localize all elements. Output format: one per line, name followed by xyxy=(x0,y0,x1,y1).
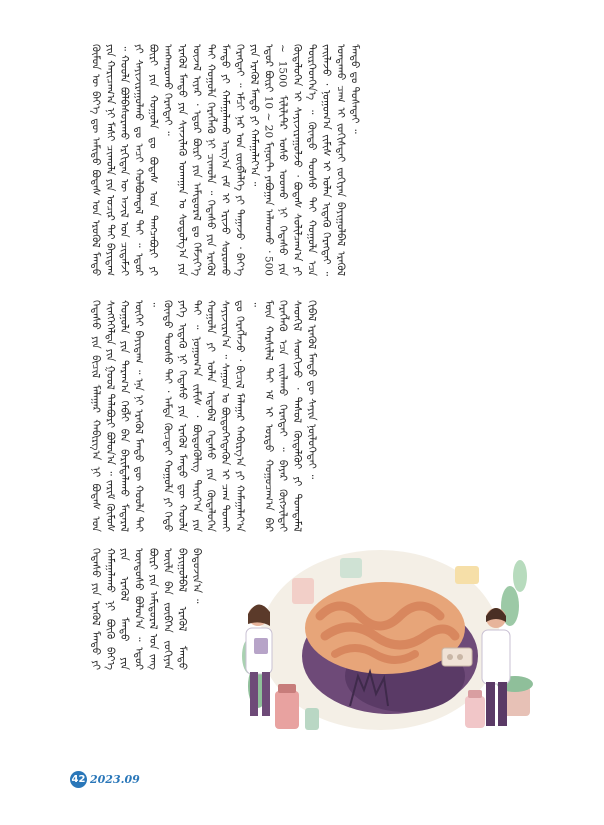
digestive-health-illustration xyxy=(220,536,540,744)
page-number: 42 xyxy=(70,771,87,788)
paragraph: ᠭᠡᠳᠡᠰᠦ ᠶᠢᠨ ᠪᠢᠴᠢᠯ ᠮᠠᠯᠠᠭᠠᠷ ᠬᠠᠪᠢᠷᠭ᠎ᠠ ᠨᠢ ᠪᠣᠳᠠᠰ ᠤᠨ ᠰᠢᠩᠭᠡᠭᠡᠯᠲᠡ ᠶᠢᠨ ᠭᠣᠣᠯ ᠲᠠᠯᠠᠪᠤᠷᠢ ᠪᠣᠯᠤᠨ᠎ᠠ ᠃ ᠵᠠᠷᠢᠮ ᠬᠥᠮᠦᠰ ᠬᠣᠭᠣᠯᠠ ᠶᠢᠨ ᠳᠠᠷᠠᠭ᠎ᠠ ᠬᠡᠪᠯᠢ ᠪᠡᠨ ᠪᠠᠷᠢᠮᠲᠠᠯᠠᠬᠤ ᠮᠡᠳᠡᠷᠡᠯ ᠦᠭᠡᠢ ᠪᠠᠶᠢᠳᠠᠭ ᠃ ᠡᠨᠡ ᠨᠢ ᠡᠷᠡᠭᠦᠯ ᠮᠡᠨᠳᠦ ᠳᠦ ᠬᠣᠣᠯᠠ ᠲᠠᠢ ᠃ xyxy=(89,300,160,532)
paragraph: ᠭᠡᠳᠡᠰᠦ ᠶᠢᠨ ᠡᠷᠡᠭᠦᠯ ᠮᠡᠨᠳᠦ ᠶᠢ ᠬᠠᠮᠠᠭᠠᠯᠠᠬᠤ ᠨᠢ ᠪᠦᠬᠦ ᠪᠡᠶ᠎ᠡ ᠶᠢᠨ ᠡᠷᠡᠭᠦᠯ ᠮᠡᠨᠳᠦ ᠶᠢᠨ ᠦᠨᠳᠦᠰᠦ ᠪᠣᠯᠤᠨ᠎ᠠ ᠃ ᠡᠳᠦᠷ ᠪᠦᠷᠢ ᠶᠢᠨ ᠠᠮᠢᠳᠤᠷᠠᠯ ᠤᠨ ᠵᠠᠩ ᠦᠢᠯᠡ ᠪᠡᠨ ᠵᠥᠪᠬᠡᠨ ᠵᠣᠬᠢᠶᠠᠨ ᠪᠠᠶᠢᠭᠤᠯᠪᠠᠯ ᠡᠷᠡᠭᠦᠯ ᠮᠡᠨᠳᠦ ᠪᠠᠲᠤᠵᠢᠨ᠎ᠠ ᠃ xyxy=(89,548,203,670)
paragraph: ᠡᠳᠦᠷ ᠪᠦᠷᠢ 10 ~ 20 ᠮᠢᠨᠦ᠋ᠲ ᠶᠠᠪᠤᠭᠠᠨ ᠠᠯᠬᠤᠬᠤ ᠂ 500 ~ 1500 ᠮᠢᠯᠢᠯᠢᠲ᠋ᠷ ᠤᠰᠤ ᠤᠤᠬᠤ ᠨᠢ ᠭᠡᠳᠡᠰᠦ ᠶᠢᠨ ᠬᠥᠳᠡᠯᠦᠭᠡᠨ ᠢ ᠰᠠᠶᠢᠵᠢᠷᠠᠭᠤᠯᠵᠤ ᠂ ᠪᠣᠳᠠᠰ ᠰᠣᠯᠢᠯᠴᠠᠭ᠎ᠠ ᠶᠢ ᠲᠦᠷᠭᠡᠳᠭᠡᠨ᠎ᠡ ᠃ ᠬᠦᠨᠳᠦ ᠲᠣᠣᠰᠣ ᠲᠠᠢ ᠬᠣᠭᠣᠯᠠ ᠡᠴᠡ ᠵᠠᠢᠯᠠᠵᠤ ᠂ ᠨᠣᠭᠤᠭ᠎ᠠ ᠵᠢᠮᠢᠰ ᠢ ᠣᠯᠠᠨ ᠢᠳᠡᠬᠦ ᠬᠡᠷᠡᠭᠲᠡᠢ ᠃ ᠤᠨᠲᠠᠬᠤ ᠴᠠᠭ ᠢ ᠵᠣᠬᠢᠰᠲᠠᠢ ᠵᠣᠬᠢᠶᠠᠨ ᠪᠠᠶᠢᠭᠤᠯᠪᠠᠯ ᠡᠷᠡᠭᠦᠯ ᠮᠡᠨᠳᠦ ᠳᠤ ᠲᠤᠰᠠᠲᠠᠢ ᠃ xyxy=(262,44,361,276)
intestine-icon xyxy=(305,582,465,674)
text-block-top-left xyxy=(88,44,534,276)
issue-date: 2023.09 xyxy=(90,772,140,786)
text-block-bottom xyxy=(88,548,206,670)
paragraph: ᠡᠷᠡᠭᠦᠯ ᠮᠡᠨᠳᠦ ᠶᠢᠨ ᠰᠢᠨᠵᠢᠯᠡᠬᠦ ᠤᠬᠠᠭᠠᠨ ᠤ ᠰᠤᠳᠤᠯᠭ᠎ᠠ ᠶᠢᠨ ᠦᠵᠡᠯ ᠢᠶᠡᠷ ᠂ ᠡᠳᠦᠷ ᠪᠦᠷᠢ ᠶᠢᠨ ᠠᠮᠢᠳᠤᠷᠠᠯ ᠳᠤ ᠬᠡᠮᠵᠢᠶ᠎ᠡ ᠲᠠᠢ ᠬᠣᠭᠣᠯᠠ ᠬᠡᠷᠡᠭᠯᠡᠬᠦ ᠨᠢ ᠴᠢᠬᠤᠯᠠ ᠃ ᠭᠡᠳᠡᠰᠦ ᠶᠢᠨ ᠡᠷᠡᠭᠦᠯ ᠮᠡᠨᠳᠦ ᠶᠢ ᠬᠠᠮᠠᠭᠠᠯᠠᠬᠤ ᠠᠷᠭ᠎ᠠ ᠵᠠᠮ ᠢ ᠡᠷᠢᠵᠦ ᠰᠤᠷᠤᠬᠤ ᠬᠡᠷᠡᠭᠲᠡᠢ ᠃ ᠡᠮᠴᠢ ᠨᠠᠷ ᠤᠨ ᠵᠦᠪᠯᠡᠯᠭᠡ ᠶᠢ ᠳᠠᠭᠠᠵᠤ ᠂ ᠪᠡᠶ᠎ᠡ ᠶᠢᠨ ᠡᠷᠡᠭᠦᠯ ᠮᠡᠨᠳᠦ ᠶᠢ ᠬᠠᠮᠠᠭᠠᠯᠠᠶ᠎ᠠ ᠃ xyxy=(175,44,260,276)
pill-pack-icon xyxy=(442,648,472,666)
paragraph: ᠮᠦᠨ ᠬᠠᠷᠰᠢᠯᠠᠯ ᠲᠠᠢ ᠡᠮ ᠢ ᠤᠷᠲᠤ ᠬᠤᠭᠤᠴᠠᠭ᠎ᠠ ᠪᠠᠷ ᠬᠡᠷᠡᠭᠯᠡᠬᠦ ᠡᠴᠡ ᠵᠠᠢᠯᠠᠬᠤ ᠬᠡᠷᠡᠭᠲᠡᠢ ᠃ ᠪᠠᠶᠠᠷ ᠬᠥᠭᠵᠢᠯᠲᠡᠢ ᠰᠡᠳᠬᠢᠯ ᠰᠡᠳᠬᠢᠵᠦ ᠂ ᠳᠠᠰᠤᠯ ᠬᠥᠳᠡᠯᠬᠦᠢ ᠶᠢ ᠲᠣᠭᠲᠠᠮᠠᠯ ᠬᠢᠪᠡᠯ ᠡᠷᠡᠭᠦᠯ ᠮᠡᠨᠳᠦ ᠳᠦ ᠰᠠᠶᠢᠨ ᠨᠥᠯᠦᠭᠡᠲᠡᠢ ᠃ xyxy=(262,300,318,532)
paragraph: ᠬᠦᠮᠦᠨ ᠦ ᠪᠡᠶ᠎ᠡ ᠳᠦ ᠠᠮᠢᠳᠤ ᠪᠣᠳᠠᠰ ᠤᠨ ᠡᠷᠦᠬᠦᠯ ᠮᠡᠨᠳᠦ ᠶᠢᠨ ᠬᠠᠷᠢᠴᠠᠭ᠎ᠠ ᠨᠢ ᠮᠠᠰᠢ ᠴᠢᠬᠤᠯᠠ ᠶᠢᠨ ᠤᠴᠢᠷ ᠲᠠᠢ ᠪᠠᠶᠢᠳᠠᠭ ᠃ ᠬᠣᠣᠯᠠ ᠪᠣᠯᠪᠠᠰᠤᠷᠠᠬᠤ ᠡᠷᠬᠢᠲᠡᠨ ᠦ ᠠᠵᠢᠯ ᠤᠨ ᠴᠢᠳᠠᠮᠵᠢ ᠶᠢ ᠰᠠᠶᠢᠵᠢᠷᠠᠭᠤᠯᠬᠤ ᠳᠤ ᠠᠴᠢ ᠬᠣᠯᠪᠣᠭᠳᠠᠯ ᠲᠠᠢ ᠃ ᠡᠳᠦᠷ ᠪᠦᠷᠢ ᠶᠢᠨ ᠬᠣᠭᠣᠯᠠ ᠳᠤ ᠪᠣᠳᠠᠰ ᠤᠨ ᠲᠡᠩᠴᠡᠪᠦᠷᠢ ᠶᠢ ᠠᠩᠬᠠᠷᠤᠬᠤ ᠬᠡᠷᠡᠭᠲᠡᠢ ᠃ xyxy=(89,44,174,276)
paragraph: ᠬᠦᠨᠳᠦ ᠲᠣᠣᠰᠣ ᠲᠠᠢ ᠂ ᠠᠮᠲᠠ ᠬᠦᠴᠲᠡᠢ ᠬᠣᠭᠣᠯᠠ ᠶᠢ ᠬᠡᠳᠦ ᠶᠡᠬᠡ ᠢᠳᠡᠬᠦ ᠨᠢ ᠭᠡᠳᠡᠰᠦ ᠶᠢᠨ ᠡᠷᠡᠭᠦᠯ ᠮᠡᠨᠳᠦ ᠳᠦ ᠬᠣᠣᠯᠠ ᠲᠠᠢ ᠃ ᠨᠣᠭᠤᠭ᠎ᠠ ᠵᠢᠮᠢᠰ ᠂ ᠪᠦᠳᠦᠭᠦᠯᠢᠭ ᠲᠠᠷᠢᠶ᠎ᠠ ᠶᠢᠨ ᠬᠣᠭᠣᠯᠠ ᠶᠢ ᠣᠯᠠᠨ ᠢᠳᠡᠪᠡᠯ ᠭᠡᠳᠡᠰᠦ ᠶᠢᠨ ᠬᠥᠳᠡᠯᠦᠭᠡᠨ ᠰᠠᠶᠢᠵᠢᠷᠠᠨ᠎ᠠ ᠃ ᠰᠠᠭᠤᠨ ᠤ ᠪᠦᠲᠦᠭᠡᠭᠳᠡᠬᠦᠨ ᠢ ᠴᠠᠭ ᠲᠤᠬᠠᠢ ᠳᠤ ᠬᠡᠷᠡᠭᠯᠡᠵᠦ ᠂ ᠪᠢᠴᠢᠯ ᠮᠠᠯᠠᠭᠠᠷ ᠬᠠᠪᠢᠷᠭ᠎ᠠ ᠶᠢ ᠬᠠᠮᠠᠭᠠᠯᠠᠶ᠎ᠠ ᠃ xyxy=(161,300,260,532)
page-footer xyxy=(70,770,140,788)
text-block-top-right xyxy=(88,300,534,532)
